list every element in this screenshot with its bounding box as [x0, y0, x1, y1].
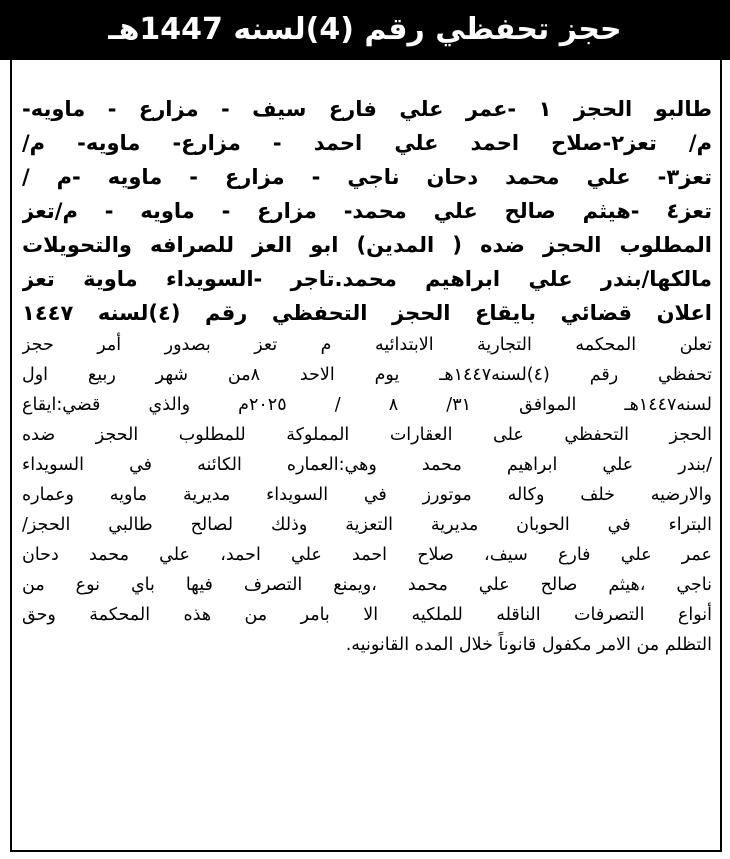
- defendant-line: المطلوب الحجز ضده ( المدين) ابو العز للصرافه والتحويلات: [22, 233, 712, 257]
- body-line: لسنه١٤٤٧هـ الموافق ٣١/ ٨ / ٢٠٢٥م والذي قضي:ايقاع: [22, 395, 712, 415]
- notice-title: حجز تحفظي رقم (4)لسنه 1447هـ: [108, 12, 622, 47]
- defendant-line: مالكها/بندر علي ابراهيم محمد.تاجر -السويداء ماوية تعز: [22, 267, 712, 291]
- body-line: تحفظي رقم (٤)لسنه١٤٤٧هـ يوم الاحد ٨من شهر ربيع اول: [22, 365, 712, 385]
- body-line: ناجي ،هيثم صالح علي محمد ،ويمنع التصرف فيها باي نوع من: [22, 575, 712, 595]
- body-line-last: التظلم من الامر مكفول قانوناً خلال المده القانونيه.: [345, 635, 712, 655]
- body-line: /بندر علي ابراهيم محمد وهي:العماره الكائنه في السويداء: [22, 455, 712, 475]
- notice-title-banner: [0, 0, 730, 60]
- applicant-line: تعز٣- علي محمد دحان ناجي - مزارع - ماويه -م /: [22, 165, 712, 189]
- applicant-line: تعز٤ -هيثم صالح علي محمد- مزارع - ماويه - م/تعز: [22, 199, 712, 223]
- body-line: والارضيه خلف وكاله موتورز في السويداء مديرية ماويه وعماره: [22, 485, 712, 505]
- notice-body: [22, 92, 712, 660]
- body-line: الحجز التحفظي على العقارات المملوكة للمطلوب الحجز ضده: [22, 425, 712, 445]
- applicant-line: طالبو الحجز ١ -عمر علي فارع سيف - مزارع - ماويه-: [22, 97, 712, 121]
- body-line: عمر علي فارع سيف، صلاح احمد علي احمد، علي محمد دحان: [22, 545, 712, 565]
- announcement-heading: اعلان قضائي بايقاع الحجز التحفظي رقم (٤)لسنه ١٤٤٧: [22, 301, 712, 325]
- body-line: أنواع التصرفات الناقله للملكيه الا بامر من هذه المحكمة وحق: [22, 605, 712, 625]
- body-line: البتراء في الحوبان مديرية التعزية وذلك لصالح طالبي الحجز/: [22, 515, 712, 535]
- body-line: تعلن المحكمه التجارية الابتدائيه م تعز بصدور أمر حجز: [22, 335, 712, 355]
- applicant-line: م/ تعز٢-صلاح احمد علي احمد - مزارع- ماويه- م/: [22, 131, 712, 155]
